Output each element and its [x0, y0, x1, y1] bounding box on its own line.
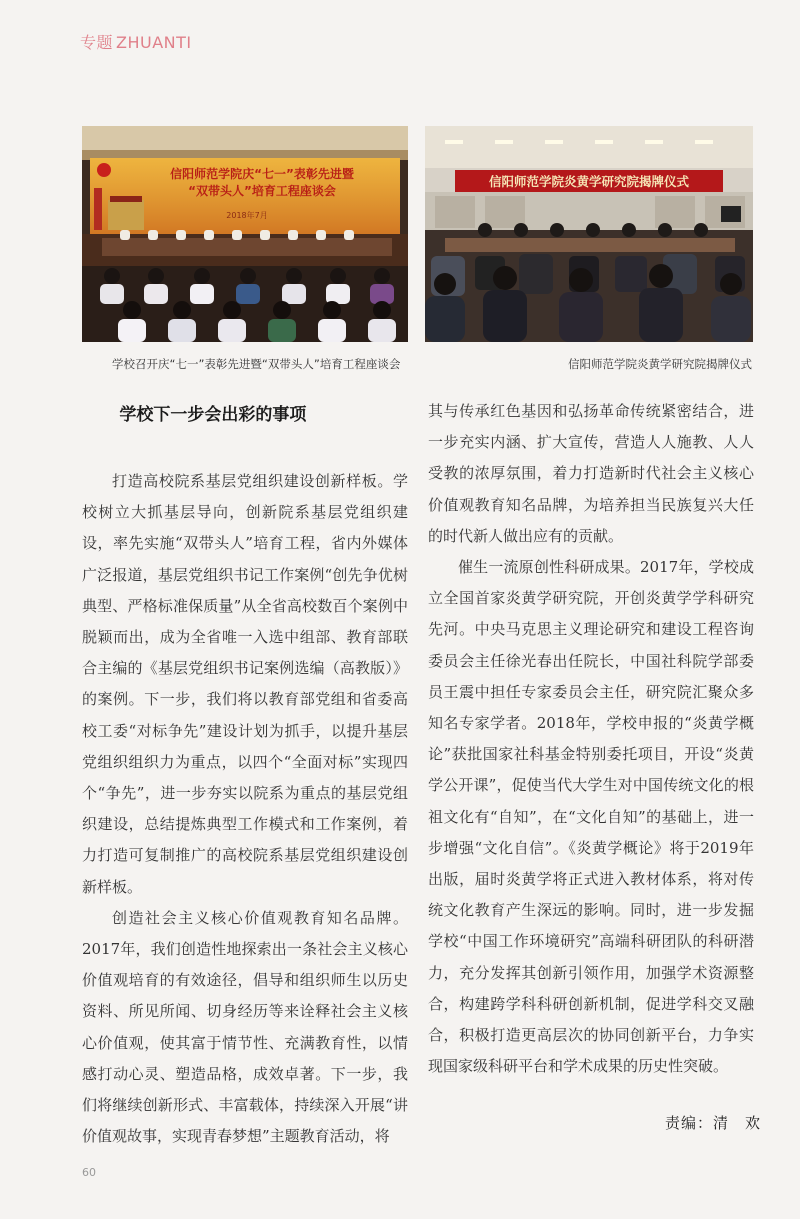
paragraph-party-building: 打造高校院系基层党组织建设创新样板。学校树立大抓基层导向，创新院系基层党组织建设，率先实施“双带头人”培育工程，省内外媒体广泛报道，基层党组织书记工作案例“创先争优树典型、严格标准保质量”从全省高校数百个案例中脱颖而出，成为全省唯一入选中组部、教育部联合主编的《基层党组织书记案例选编（高教版）》的案例。下一步，我们将以教育部党组和省委高校工委“对标争先”建设计划为抓手，以提升基层党组织组织力为重点，以四个“全面对标”实现四个“争先”，进一步夯实以院系为重点的基层党组织建设，总结提炼典型工作模式和工作案例，着力打造可复制推广的高校院系基层党组织建设创新样板。	[82, 472, 408, 896]
photo-ceremony	[425, 126, 753, 342]
article-column-left	[82, 396, 408, 1152]
paragraph-core-values: 创造社会主义核心价值观教育知名品牌。2017年，我们创造性地探索出一条社会主义核心价值观培育的有效途径，倡导和组织师生以历史资料、所见所闻、切身经历等来诠释社会主义核心价值观，使其富于情节性、充满教育性，以情感打动心灵、塑造品格，成效卓著。下一步，我们将继续创新形式、丰富载体，持续深入开展“讲价值观故事，实现青春梦想”主题教育活动，将	[82, 908, 408, 1146]
paragraph-core-values-continued: 其与传承红色基因和弘扬革命传统紧密结合，进一步充实内涵、扩大宣传，营造人人施教、人人受教的浓厚氛围，着力打造新时代社会主义核心价值观教育知名品牌，为培养担当民族复兴大任的时代新人做出应有的贡献。	[428, 402, 754, 545]
ceremony-photo-illustration	[425, 126, 753, 342]
caption-right: 信阳师范学院炎黄学研究院揭牌仪式	[568, 357, 752, 371]
page-number: 60	[82, 1166, 96, 1179]
photo-meeting	[82, 126, 408, 342]
section-header	[80, 30, 192, 53]
meeting-banner-line1: 信阳师范学院庆“七一”表彰先进暨	[170, 167, 354, 181]
meeting-photo-illustration	[82, 126, 408, 342]
caption-left: 学校召开庆“七一”表彰先进暨“双带头人”培育工程座谈会	[112, 357, 401, 371]
section-header-cn: 专题	[80, 33, 114, 52]
ceremony-banner: 信阳师范学院炎黄学研究院揭牌仪式	[488, 174, 690, 189]
section-header-en: ZHUANTI	[116, 33, 192, 52]
editor-credit: 责编：清 欢	[665, 1114, 762, 1132]
meeting-banner-date: 2018年7月	[226, 211, 268, 220]
article-column-right	[428, 396, 754, 1082]
paragraph-research: 催生一流原创性科研成果。2017年，学校成立全国首家炎黄学研究院，开创炎黄学学科研究先河。中央马克思主义理论研究和建设工程咨询委员会主任徐光春出任院长，中国社科院学部委员王震中担任专家委员会主任，研究院汇聚众多知名专家学者。2018年，学校申报的“炎黄学概论”获批国家社科基金特别委托项目，开设“炎黄学公开课”，促使当代大学生对中国传统文化的根祖文化有“自知”，在“文化自知”的基础上，进一步增强“文化自信”。《炎黄学概论》将于2019年出版，届时炎黄学将正式进入教材体系，将对传统文化教育产生深远的影响。同时，进一步发掘学校“中国工作环境研究”高端科研团队的科研潜力，充分发挥其创新引领作用，加强学术资源整合，构建跨学科科研创新机制，促进学科交叉融合，积极打造更高层次的协同创新平台，力争实现国家级科研平台和学术成果的历史性突破。	[428, 558, 754, 1076]
section-title: 学校下一步会出彩的事项	[119, 405, 307, 425]
meeting-banner-line2: “双带头人”培育工程座谈会	[188, 184, 336, 198]
